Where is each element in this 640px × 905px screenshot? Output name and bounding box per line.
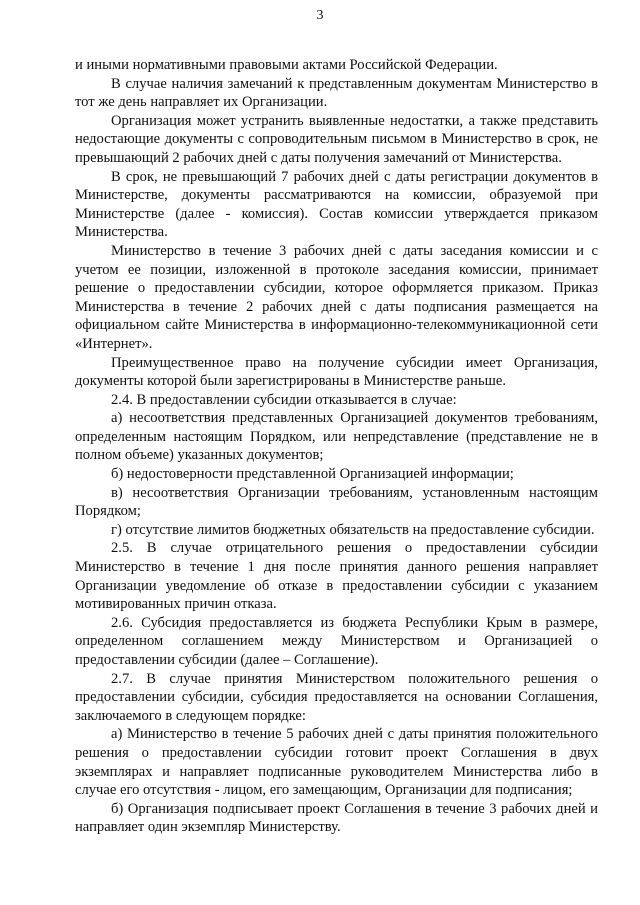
- paragraph-continuation: и иными нормативными правовыми актами Российской Федерации.: [75, 57, 498, 73]
- clause-2-4-heading: 2.4. В предоставлении субсидии отказывается в случае:: [111, 391, 457, 408]
- paragraph-decision: Министерство в течение 3 рабочих дней с даты заседания комиссии и с учетом ее позиции, изложенной в протоколе заседания комиссии, принимает решение о предоставлении субсидии, которое оформляется приказом. Приказ Министерства в течение 2 рабочих дней с даты подписания размещается на официальном сайте Министерства в информационно-телекоммуникационной сети «Интернет».: [75, 242, 598, 352]
- clause-2-7-item-a: а) Министерство в течение 5 рабочих дней с даты принятия положительного решения о предоставлении субсидии готовит проект Соглашения в двух экземплярах и направляет подписанные руководителем Министерства либо в случае его отсутствия - лицом, его замещающим, Организации для подписания;: [75, 726, 598, 799]
- clause-2-4-item-b: б) недостоверности представленной Организацией информации;: [111, 466, 514, 483]
- clause-2-4-item-g: г) отсутствие лимитов бюджетных обязательств на предоставление субсидии.: [111, 521, 595, 538]
- document-body: [75, 56, 598, 837]
- paragraph-commission-review: В срок, не превышающий 7 рабочих дней с даты регистрации документов в Министерстве, документы рассматриваются на комиссии, образуемой при Министерстве (далее - комиссия). Состав комиссии утверждается приказом Министерства.: [75, 168, 598, 241]
- clause-2-7: 2.7. В случае принятия Министерством положительного решения о предоставлении субсидии, субсидия предоставляется на основании Соглашения, заключаемого в следующем порядке:: [75, 670, 598, 724]
- clause-2-7-item-b: б) Организация подписывает проект Соглашения в течение 3 рабочих дней и направляет один экземпляр Министерству.: [75, 800, 598, 836]
- clause-2-6: 2.6. Субсидия предоставляется из бюджета Республики Крым в размере, определенном соглашением между Министерством и Организацией о предоставлении субсидии (далее – Соглашение).: [75, 614, 598, 668]
- paragraph-priority-right: Преимущественное право на получение субсидии имеет Организация, документы которой были зарегистрированы в Министерстве раньше.: [75, 354, 598, 390]
- clause-2-4-item-a: а) несоответствия представленных Организацией документов требованиям, определенным настоящим Порядком, или непредставление (представление не в полном объеме) указанных документов;: [75, 410, 598, 464]
- clause-2-5: 2.5. В случае отрицательного решения о предоставлении субсидии Министерство в течение 1 дня после принятия данного решения направляет Организации уведомление об отказе в предоставлении субсидии с указанием мотивированных причин отказа.: [75, 540, 598, 613]
- paragraph-corrections: Организация может устранить выявленные недостатки, а также представить недостающие документы с сопроводительным письмом в Министерство в срок, не превышающий 2 рабочих дней с даты получения замечаний от Министерства.: [75, 112, 598, 166]
- paragraph-remarks: В случае наличия замечаний к представленным документам Министерство в тот же день направляет их Организации.: [75, 75, 598, 111]
- page-number: 3: [316, 8, 324, 23]
- clause-2-4-item-v: в) несоответствия Организации требованиям, установленным настоящим Порядком;: [75, 484, 598, 520]
